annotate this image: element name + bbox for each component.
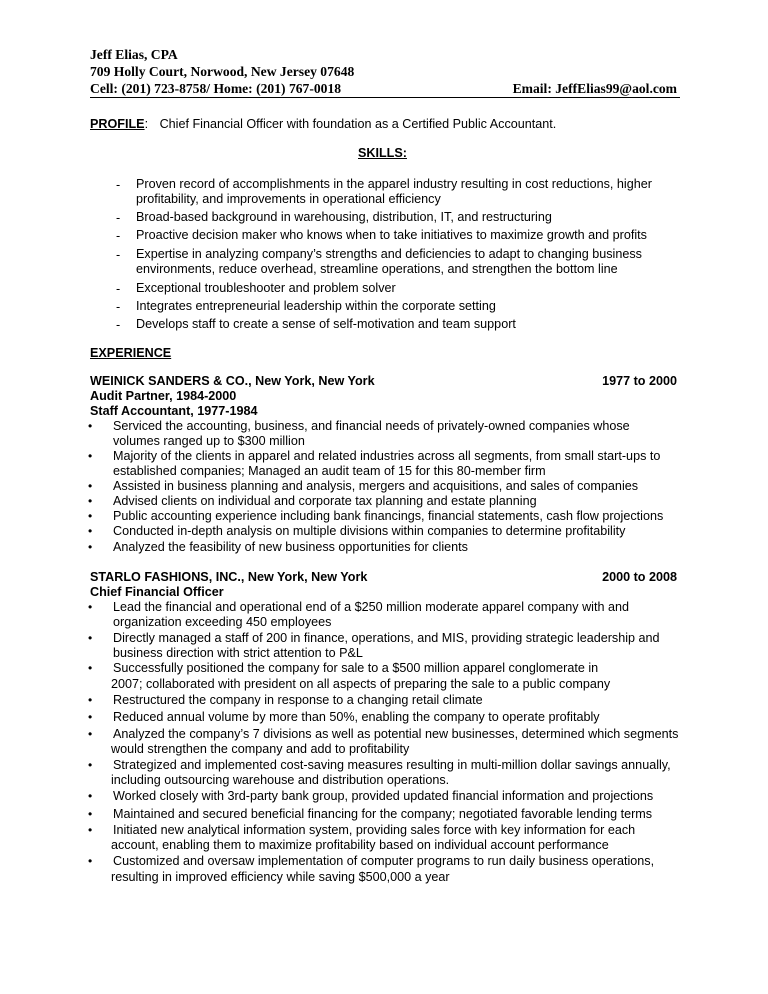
skill-item-line: environments, reduce overhead, streamline operations, and strengthen the bottom line — [136, 262, 618, 276]
bullet-marker: • — [88, 419, 93, 433]
responsibility-line: Maintained and secured beneficial financing for the company; negotiated favorable lending terms — [113, 807, 653, 821]
skill-item-line: Expertise in analyzing company’s strengths and deficiencies to adapt to changing business — [136, 247, 642, 261]
skill-item-line: Broad-based background in warehousing, distribution, IT, and restructuring — [136, 210, 552, 224]
header-divider — [90, 97, 680, 98]
responsibility-line: Conducted in-depth analysis on multiple divisions within companies to determine profitability — [113, 524, 626, 538]
skill-dash: - — [116, 248, 121, 262]
bullet-marker: • — [88, 693, 93, 707]
skill-dash: - — [116, 211, 121, 225]
responsibility-line: volumes ranged up to $300 million — [113, 434, 305, 448]
skill-dash: - — [116, 318, 121, 332]
responsibility-line: Successfully positioned the company for sale to a $500 million apparel conglomerate in — [113, 661, 599, 675]
job-title: Audit Partner, 1984-2000 — [90, 389, 237, 403]
skill-item-line: Proven record of accomplishments in the apparel industry resulting in cost reductions, higher — [136, 177, 652, 191]
profile-label: PROFILE — [90, 117, 145, 131]
responsibility-line: Analyzed the company’s 7 divisions as well as potential new businesses, determined which segments — [113, 727, 679, 741]
responsibility-line: Directly managed a staff of 200 in finance, operations, and MIS, providing strategic leadership and — [113, 631, 660, 645]
candidate-name: Jeff Elias, CPA — [90, 47, 178, 62]
experience-heading: EXPERIENCE — [90, 346, 172, 360]
responsibility-line: Public accounting experience including bank financings, financial statements, cash flow projections — [113, 509, 664, 523]
bullet-marker: • — [88, 727, 93, 741]
bullet-marker: • — [88, 509, 93, 523]
responsibility-line: Serviced the accounting, business, and financial needs of privately-owned companies whose — [113, 419, 630, 433]
bullet-marker: • — [88, 631, 93, 645]
mailing-address: 709 Holly Court, Norwood, New Jersey 07648 — [90, 64, 355, 79]
responsibility-line: Strategized and implemented cost-saving measures resulting in multi-million dollar savings annually, — [113, 758, 671, 772]
responsibility-line: would strengthen the company and add to profitability — [111, 742, 410, 756]
phone-numbers: Cell: (201) 723-8758/ Home: (201) 767-0018 — [90, 81, 342, 96]
bullet-marker: • — [88, 479, 93, 493]
responsibility-line: organization exceeding 450 employees — [113, 615, 332, 629]
responsibility-line: Reduced annual volume by more than 50%, enabling the company to operate profitably — [113, 710, 600, 724]
profile-text: Chief Financial Officer with foundation as a Certified Public Accountant. — [159, 117, 557, 131]
skill-dash: - — [116, 300, 121, 314]
skill-dash: - — [116, 282, 121, 296]
responsibility-line: Assisted in business planning and analysis, mergers and acquisitions, and sales of companies — [113, 479, 639, 493]
responsibility-line: Majority of the clients in apparel and related industries across all segments, from small start-ups to — [113, 449, 661, 463]
responsibility-line: Worked closely with 3rd-party bank group, provided updated financial information and projections — [113, 789, 654, 803]
job-title: Chief Financial Officer — [90, 585, 224, 599]
bullet-marker: • — [88, 494, 93, 508]
company-name: WEINICK SANDERS & CO., New York, New York — [90, 374, 375, 388]
profile-colon: : — [144, 117, 149, 131]
responsibility-line: resulting in improved efficiency while saving $500,000 a year — [111, 870, 450, 884]
profile-section — [90, 117, 556, 132]
bullet-marker: • — [88, 449, 93, 463]
bullet-marker: • — [88, 823, 93, 837]
skills-heading: SKILLS: — [358, 146, 407, 160]
bullet-marker: • — [88, 807, 93, 821]
responsibility-line: Restructured the company in response to a changing retail climate — [113, 693, 483, 707]
employment-years: 1977 to 2000 — [602, 374, 677, 388]
bullet-marker: • — [88, 540, 93, 554]
email-address: Email: JeffElias99@aol.com — [512, 81, 677, 96]
responsibility-line: Lead the financial and operational end of a $250 million moderate apparel company with and — [113, 600, 629, 614]
bullet-marker: • — [88, 600, 93, 614]
company-name: STARLO FASHIONS, INC., New York, New York — [90, 570, 368, 584]
bullet-marker: • — [88, 524, 93, 538]
responsibility-line: 2007; collaborated with president on all aspects of preparing the sale to a public company — [111, 677, 611, 691]
bullet-marker: • — [88, 758, 93, 772]
skill-item-line: Exceptional troubleshooter and problem solver — [136, 281, 396, 295]
bullet-marker: • — [88, 710, 93, 724]
contact-line — [90, 80, 680, 97]
responsibility-line: account, enabling them to maximize profitability based on individual account performance — [111, 838, 609, 852]
responsibility-line: Customized and oversaw implementation of computer programs to run daily business operations, — [113, 854, 655, 868]
skill-item-line: Proactive decision maker who knows when to take initiatives to maximize growth and profits — [136, 228, 647, 242]
skill-item-line: Develops staff to create a sense of self-motivation and team support — [136, 317, 516, 331]
skill-dash: - — [116, 178, 121, 192]
responsibility-line: established companies; Managed an audit team of 15 for this 80-member firm — [113, 464, 546, 478]
bullet-marker: • — [88, 789, 93, 803]
bullet-marker: • — [88, 661, 93, 675]
employment-years: 2000 to 2008 — [602, 570, 677, 584]
skill-dash: - — [116, 229, 121, 243]
bullet-marker: • — [88, 854, 93, 868]
responsibility-line: Advised clients on individual and corporate tax planning and estate planning — [113, 494, 537, 508]
job-title: Staff Accountant, 1977-1984 — [90, 404, 258, 418]
responsibility-line: Analyzed the feasibility of new business opportunities for clients — [113, 540, 468, 554]
responsibility-line: Initiated new analytical information system, providing sales force with key information for each — [113, 823, 636, 837]
responsibility-line: including outsourcing warehouse and distribution operations. — [111, 773, 450, 787]
skill-item-line: Integrates entrepreneurial leadership within the corporate setting — [136, 299, 496, 313]
skill-item-line: profitability, and improvements in operational efficiency — [136, 192, 441, 206]
responsibility-line: business direction with strict attention to P&L — [113, 646, 363, 660]
